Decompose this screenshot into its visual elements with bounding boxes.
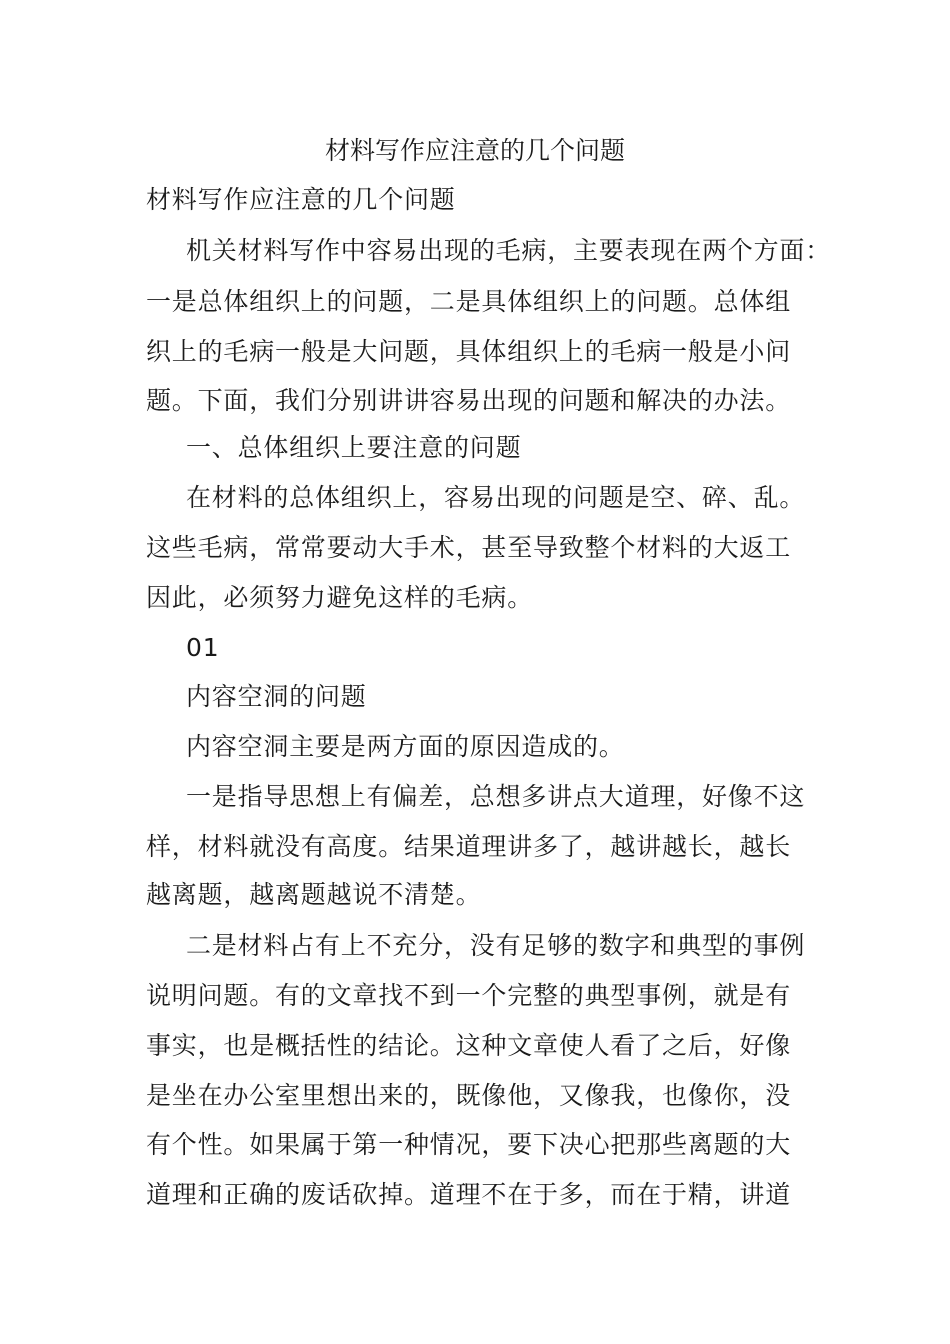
paragraph-line: 说明问题。有的文章找不到一个完整的典型事例，就是有 — [146, 981, 792, 1010]
paragraph-line: 越离题，越离题越说不清楚。 — [146, 880, 482, 909]
paragraph-line: 在材料的总体组织上，容易出现的问题是空、碎、乱。 — [186, 483, 806, 512]
paragraph-line: 内容空洞主要是两方面的原因造成的。 — [186, 732, 625, 761]
paragraph-line: 是坐在办公室里想出来的，既像他，又像我，也像你，没 — [146, 1081, 792, 1110]
paragraph-line: 一是指导思想上有偏差，总想多讲点大道理，好像不这 — [186, 782, 806, 811]
section-number: 01 — [186, 633, 220, 662]
paragraph-line: 因此，必须努力避免这样的毛病。 — [146, 583, 534, 612]
paragraph-line: 机关材料写作中容易出现的毛病，主要表现在两个方面： — [186, 236, 832, 265]
paragraph-line: 这些毛病，常常要动大手术，甚至导致整个材料的大返工 — [146, 533, 792, 562]
paragraph-line: 二是材料占有上不充分，没有足够的数字和典型的事例 — [186, 931, 806, 960]
paragraph-line: 事实，也是概括性的结论。这种文章使人看了之后，好像 — [146, 1031, 792, 1060]
paragraph-line: 有个性。如果属于第一种情况，要下决心把那些离题的大 — [146, 1130, 792, 1159]
document-subtitle: 材料写作应注意的几个问题 — [146, 185, 456, 214]
paragraph-line: 织上的毛病一般是大问题，具体组织上的毛病一般是小问 — [146, 337, 792, 366]
subsection-heading: 内容空洞的问题 — [186, 682, 367, 711]
document-title: 材料写作应注意的几个问题 — [324, 136, 625, 165]
paragraph-line: 道理和正确的废话砍掉。道理不在于多，而在于精，讲道 — [146, 1180, 792, 1209]
paragraph-line: 题。下面，我们分别讲讲容易出现的问题和解决的办法。 — [146, 386, 792, 415]
section-heading: 一、总体组织上要注意的问题 — [186, 433, 522, 462]
paragraph-line: 样，材料就没有高度。结果道理讲多了，越讲越长，越长 — [146, 832, 792, 861]
paragraph-line: 一是总体组织上的问题，二是具体组织上的问题。总体组 — [146, 287, 792, 316]
